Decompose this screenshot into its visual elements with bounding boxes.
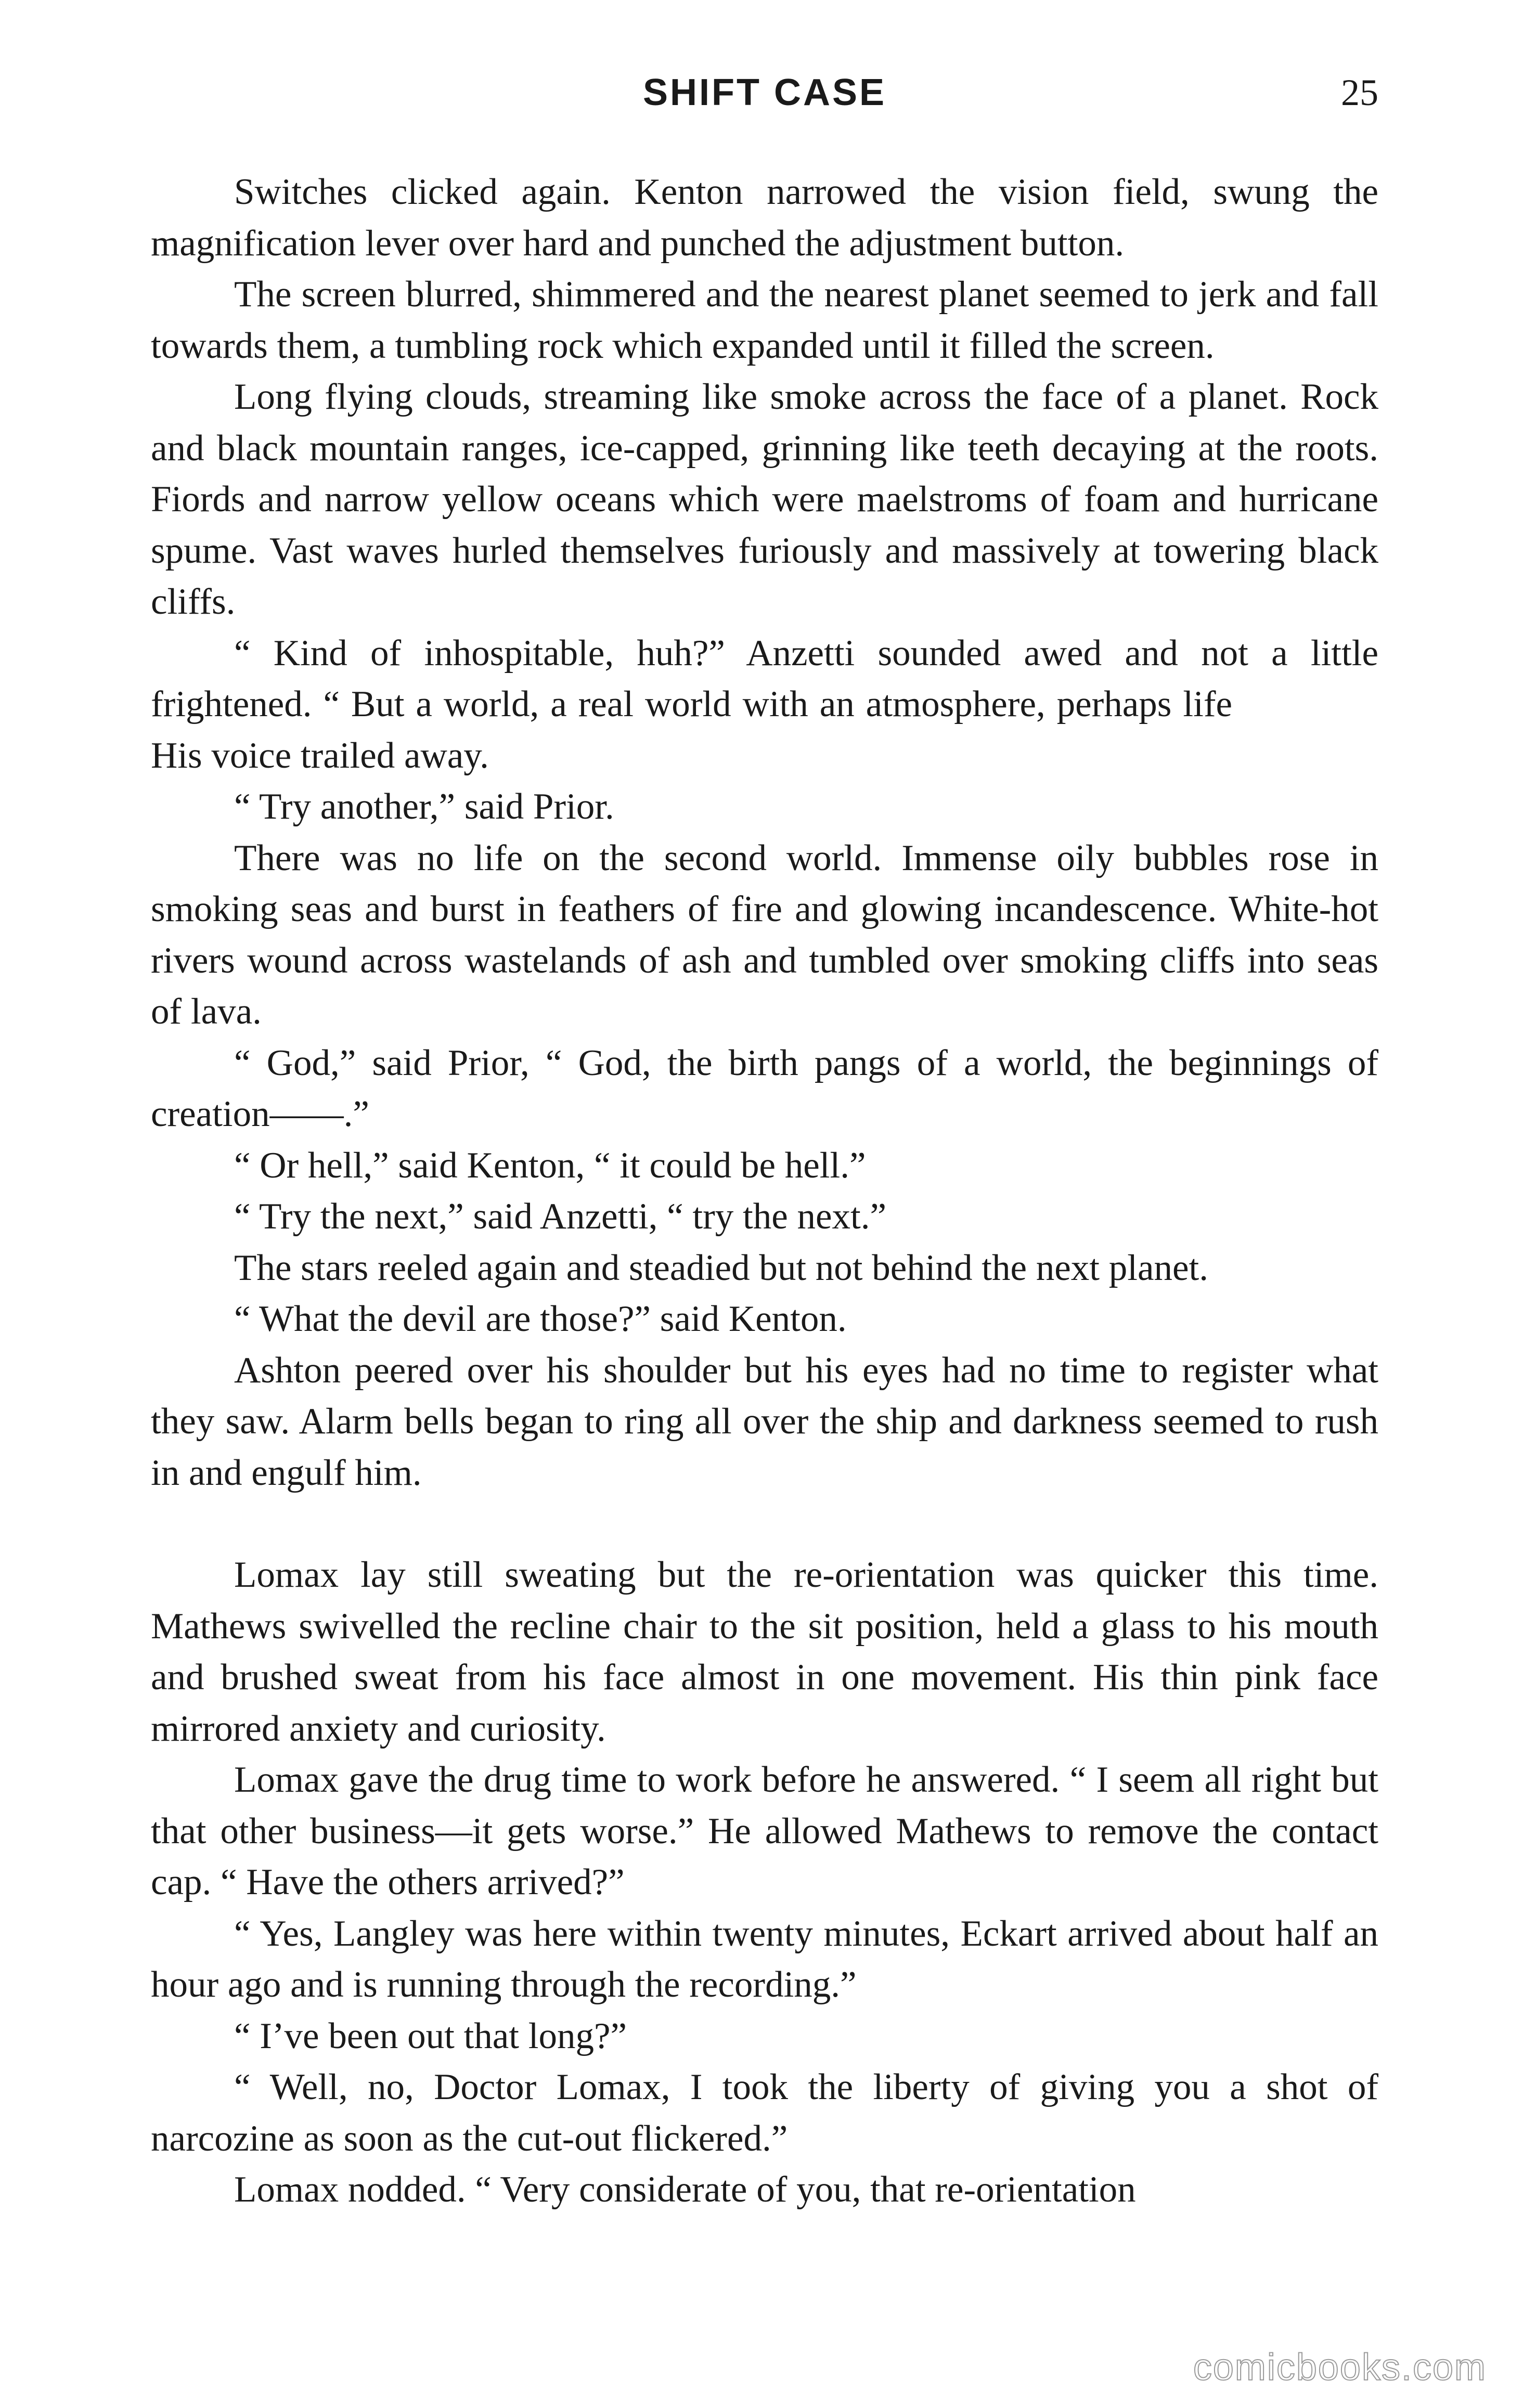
paragraph-section-start: Lomax lay still sweating but the re-orientation was quicker this time. Mathews swivelled the recline chair to the sit position, held a glass to his mouth and brushed sweat from his face almost in one movement. His thin pink face mirrored anxiety and curiosity. <box>151 1555 1378 1749</box>
paragraph: “ Try the next,” said Anzetti, “ try the next.” <box>234 1196 887 1237</box>
paragraph: The screen blurred, shimmered and the nearest planet seemed to jerk and fall towards them, a tumbling rock which expanded until it filled the screen. <box>151 274 1378 366</box>
paragraph: “ I’ve been out that long?” <box>234 2015 627 2056</box>
paragraph: “ God,” said Prior, “ God, the birth pangs of a world, the beginnings of creation——.” <box>151 1042 1378 1134</box>
paragraph: “ Kind of inhospitable, huh?” Anzetti sounded awed and not a little frightened. “ But a world, a real world with an atmosphere, perhaps life His voice trailed away. <box>151 632 1378 776</box>
paragraph: Switches clicked again. Kenton narrowed the vision field, swung the magnification lever over hard and punched the adjustment button. <box>151 172 1378 264</box>
paragraph: There was no life on the second world. Immense oily bubbles rose in smoking seas and burst in feathers of fire and glowing incandescence. White-hot rivers wound across wastelands of ash and tumbled over smoking cliffs into seas of lava. <box>151 837 1378 1032</box>
paragraph: The stars reeled again and steadied but not behind the next planet. <box>234 1247 1208 1288</box>
paragraph: “ Try another,” said Prior. <box>234 786 614 827</box>
paragraph: “ Well, no, Doctor Lomax, I took the liberty of giving you a shot of narcozine as soon as the cut-out flickered.” <box>151 2067 1378 2159</box>
paragraph: Lomax gave the drug time to work before he answered. “ I seem all right but that other business—it gets worse.” He allowed Mathews to remove the contact cap. “ Have the others arrived?” <box>151 1759 1378 1902</box>
running-title: SHIFT CASE <box>642 72 887 113</box>
page-number: 25 <box>1341 72 1378 113</box>
paragraph: “ Or hell,” said Kenton, “ it could be hell.” <box>234 1145 866 1186</box>
paragraph: Ashton peered over his shoulder but his eyes had no time to register what they saw. Alarm bells began to ring all over the ship and darkness seemed to rush in and engulf him. <box>151 1350 1378 1493</box>
site-watermark: comicbooks.com <box>1193 2347 1487 2388</box>
paragraph: Long flying clouds, streaming like smoke across the face of a planet. Rock and black mountain ranges, ice-capped, grinning like teeth decaying at the roots. Fiords and narrow yellow oceans which were maelstroms of foam and hurricane spume. Vast waves hurled themselves furiously and massively at towering black cliffs. <box>151 377 1378 622</box>
paragraph: “ Yes, Langley was here within twenty minutes, Eckart arrived about half an hour ago and is running through the recording.” <box>151 1913 1378 2005</box>
paragraph: “ What the devil are those?” said Kenton. <box>234 1299 847 1339</box>
body-text <box>151 166 1378 2216</box>
paragraph: Lomax nodded. “ Very considerate of you, that re-orientation <box>234 2169 1136 2210</box>
running-head <box>151 61 1378 124</box>
